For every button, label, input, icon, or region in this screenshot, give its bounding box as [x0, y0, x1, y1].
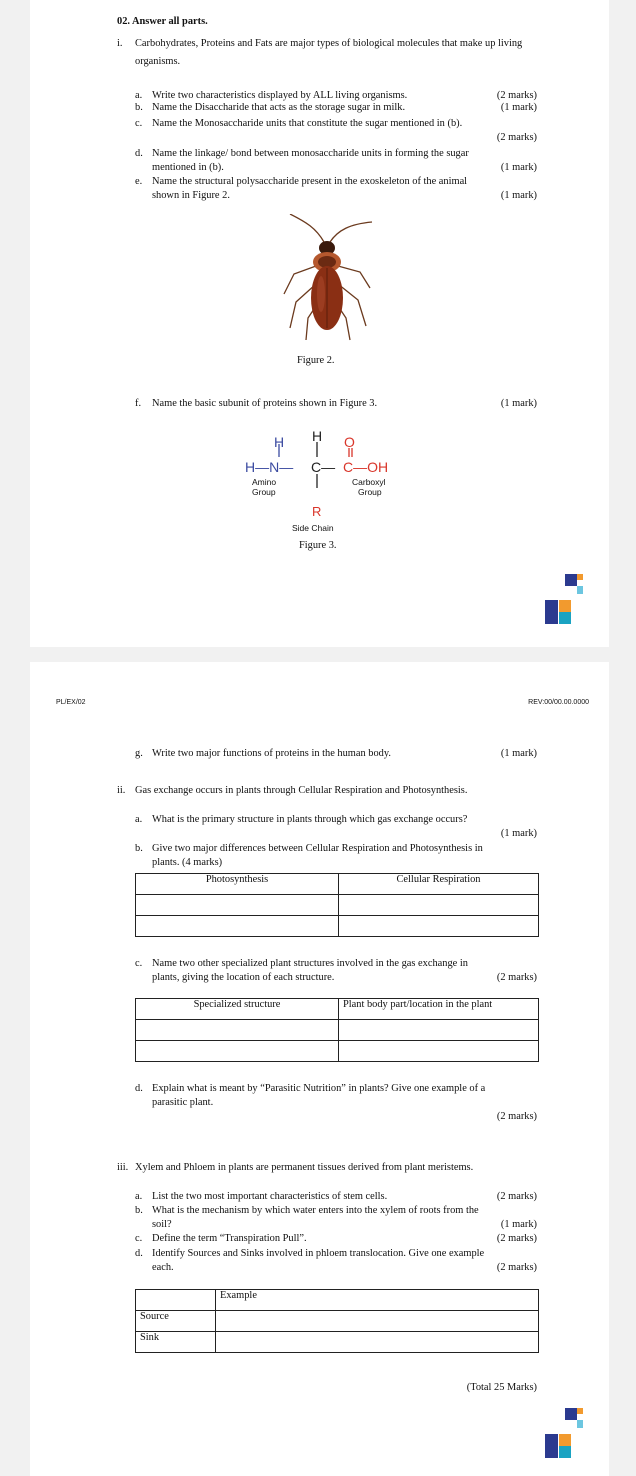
question-marks: (1 mark): [500, 748, 537, 759]
question-text: What is the primary structure in plants through which gas exchange occurs?: [152, 814, 468, 825]
table-row-source: Source: [136, 1311, 216, 1332]
question-marks: (2 marks): [496, 1233, 537, 1244]
question-text: Name the Monosaccharide units that constitute the sugar mentioned in (b).: [152, 118, 463, 129]
question-marks: (2 marks): [496, 90, 537, 101]
question-letter: d.: [135, 148, 143, 159]
question-letter: d.: [135, 1083, 143, 1094]
table-header-example: Example: [216, 1290, 539, 1311]
table-cell[interactable]: [339, 916, 539, 937]
question-letter: c.: [135, 1233, 143, 1244]
page-2: [30, 662, 609, 1476]
alpha-hydrogen-label: H: [312, 428, 323, 444]
carbonyl-oxygen-label: O: [344, 434, 355, 450]
question-marks: (1 mark): [500, 1219, 537, 1230]
question-text: List the two most important characteristics of stem cells.: [152, 1191, 388, 1202]
part-iii-intro: Xylem and Phloem in plants are permanent tissues derived from plant meristems.: [135, 1162, 474, 1173]
photosynthesis-respiration-table: [135, 873, 539, 937]
question-marks: (2 marks): [496, 1111, 537, 1122]
institution-logo: [545, 574, 585, 626]
alpha-carbon-label: C—: [311, 459, 336, 475]
question-marks: (2 marks): [496, 1191, 537, 1202]
question-letter: a.: [135, 90, 143, 101]
question-text: What is the mechanism by which water enters into the xylem of roots from the: [152, 1205, 479, 1216]
table-cell[interactable]: [136, 916, 339, 937]
table-cell[interactable]: [339, 1020, 539, 1041]
table-cell: [136, 1290, 216, 1311]
table-header-structure: Specialized structure: [136, 999, 339, 1020]
question-text: Name the basic subunit of proteins shown in Figure 3.: [152, 398, 378, 409]
table-header-photosynthesis: Photosynthesis: [136, 874, 339, 895]
amino-group-label: Amino: [252, 477, 277, 487]
question-text: Identify Sources and Sinks involved in phloem translocation. Give one example: [152, 1248, 485, 1259]
table-cell[interactable]: [339, 1041, 539, 1062]
table-cell[interactable]: [216, 1332, 539, 1353]
carboxyl-group-label-cont: Group: [358, 487, 382, 497]
question-letter: e.: [135, 176, 143, 187]
question-letter: g.: [135, 748, 143, 759]
question-letter: c.: [135, 958, 143, 969]
question-letter: c.: [135, 118, 143, 129]
question-text-cont: plants, giving the location of each structure.: [152, 972, 335, 983]
part-ii-intro: Gas exchange occurs in plants through Cellular Respiration and Photosynthesis.: [135, 785, 468, 796]
question-text-cont: soil?: [152, 1219, 172, 1230]
carboxyl-label: C—OH: [343, 459, 389, 475]
part-i-numeral: i.: [117, 38, 123, 49]
page-1: [30, 0, 609, 647]
carboxyl-group-label: Carboxyl: [352, 477, 386, 487]
question-text-cont: parasitic plant.: [152, 1097, 214, 1108]
question-marks: (2 marks): [496, 132, 537, 143]
cockroach-image: [276, 214, 380, 344]
table-cell[interactable]: [136, 895, 339, 916]
question-letter: b.: [135, 843, 143, 854]
question-text: Name the structural polysaccharide present in the exoskeleton of the animal: [152, 176, 468, 187]
question-letter: b.: [135, 1205, 143, 1216]
question-text-cont: plants. (4 marks): [152, 857, 223, 868]
part-iii-numeral: iii.: [117, 1162, 129, 1173]
question-text: Give two major differences between Cellular Respiration and Photosynthesis in: [152, 843, 483, 854]
question-text: Write two characteristics displayed by ALL living organisms.: [152, 90, 408, 101]
table-cell[interactable]: [136, 1041, 339, 1062]
table-cell[interactable]: [136, 1020, 339, 1041]
question-letter: b.: [135, 102, 143, 113]
question-letter: f.: [135, 398, 142, 409]
question-text: Explain what is meant by “Parasitic Nutrition” in plants? Give one example of a: [152, 1083, 486, 1094]
question-letter: a.: [135, 1191, 143, 1202]
table-header-respiration: Cellular Respiration: [339, 874, 539, 895]
revision-code: REV:00/00.00.0000: [528, 699, 589, 706]
table-cell[interactable]: [216, 1311, 539, 1332]
table-header-location: Plant body part/location in the plant: [339, 999, 539, 1020]
question-marks: (1 mark): [500, 190, 537, 201]
question-marks: (1 mark): [500, 102, 537, 113]
part-i-intro: Carbohydrates, Proteins and Fats are major types of biological molecules that make up living: [135, 38, 523, 49]
question-text: Name two other specialized plant structures involved in the gas exchange in: [152, 958, 468, 969]
question-text: Name the Disaccharide that acts as the storage sugar in milk.: [152, 102, 406, 113]
total-marks: (Total 25 Marks): [466, 1382, 537, 1393]
table-cell[interactable]: [339, 895, 539, 916]
document-code: PL/EX/02: [56, 699, 86, 706]
question-letter: a.: [135, 814, 143, 825]
amino-group-label-cont: Group: [252, 487, 276, 497]
side-chain-label: Side Chain: [292, 523, 334, 533]
question-letter: d.: [135, 1248, 143, 1259]
side-chain-r-label: R: [312, 504, 322, 519]
question-marks: (2 marks): [496, 972, 537, 983]
amine-hydrogen-label: H: [274, 434, 285, 450]
question-marks: (1 mark): [500, 398, 537, 409]
question-text: Write two major functions of proteins in the human body.: [152, 748, 391, 759]
question-text: Name the linkage/ bond between monosaccharide units in forming the sugar: [152, 148, 469, 159]
specialized-structure-table: [135, 998, 539, 1062]
table-row-sink: Sink: [136, 1332, 216, 1353]
figure-2-caption: Figure 2.: [297, 355, 335, 366]
question-marks: (1 mark): [500, 162, 537, 173]
question-text-cont: shown in Figure 2.: [152, 190, 230, 201]
source-sink-table: [135, 1289, 539, 1353]
question-text-cont: mentioned in (b).: [152, 162, 224, 173]
question-marks: (2 marks): [496, 1262, 537, 1273]
question-text-cont: each.: [152, 1262, 174, 1273]
institution-logo: [545, 1408, 585, 1460]
amino-nitrogen-label: H—N—: [245, 459, 294, 475]
question-text: Define the term “Transpiration Pull”.: [152, 1233, 307, 1244]
question-marks: (1 mark): [500, 828, 537, 839]
part-i-intro-cont: organisms.: [135, 56, 181, 67]
question-heading: 02. Answer all parts.: [117, 16, 208, 27]
part-ii-numeral: ii.: [117, 785, 126, 796]
figure-3-caption: Figure 3.: [299, 540, 337, 551]
